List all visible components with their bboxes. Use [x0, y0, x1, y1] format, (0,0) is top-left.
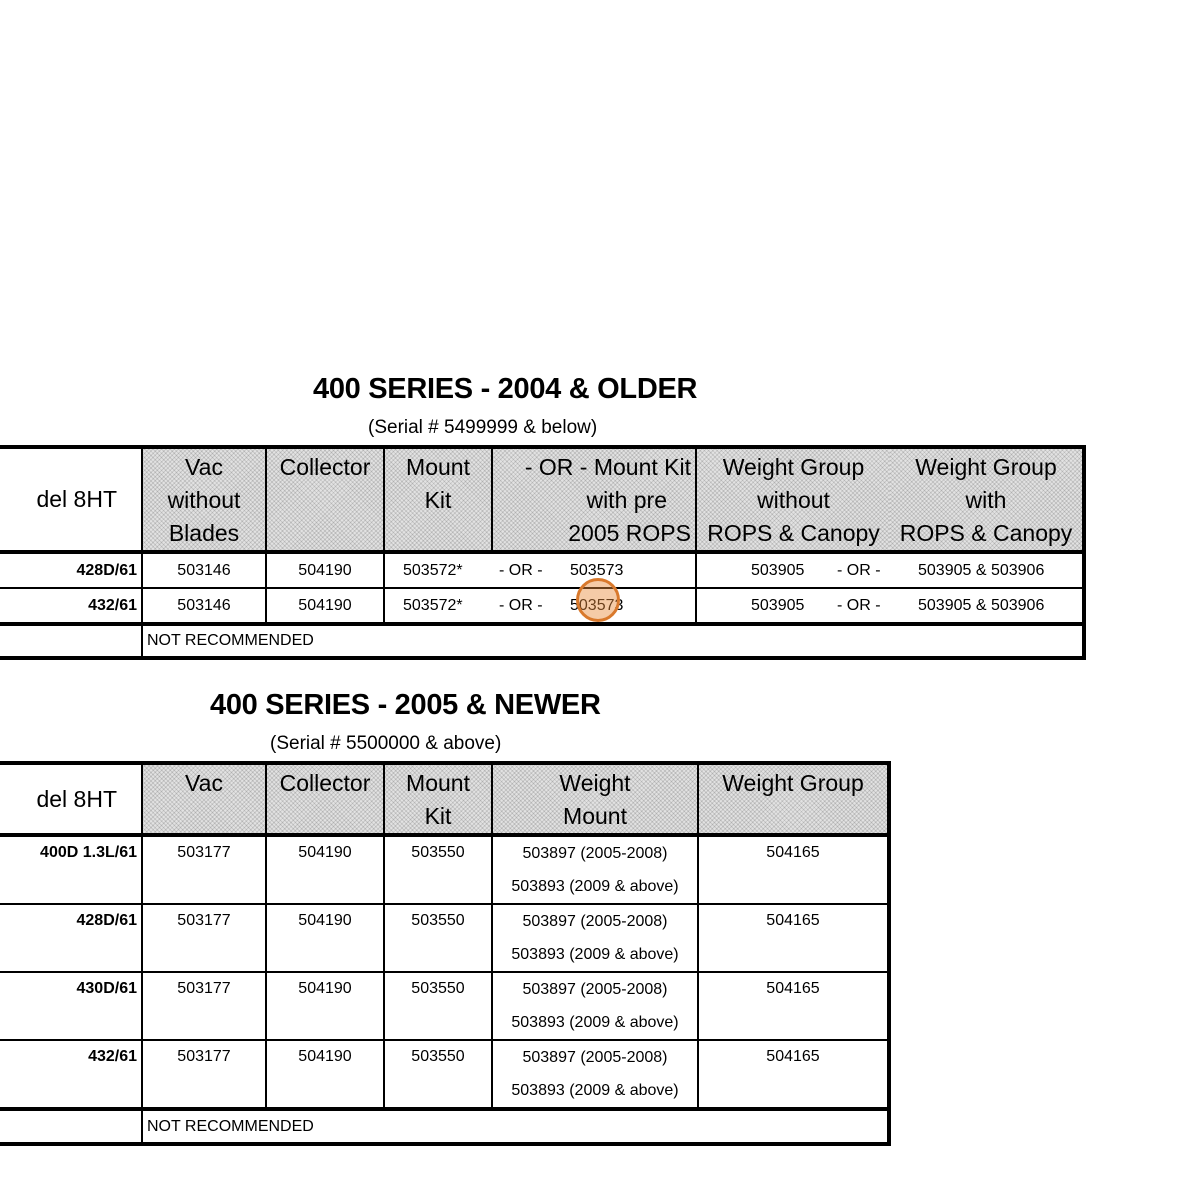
table1-header-vac: Vac without Blades [142, 447, 266, 552]
click-indicator [576, 578, 620, 622]
table2-model-header: del 8HT [0, 763, 142, 835]
collector-cell: 504190 [266, 588, 384, 624]
table-row [0, 904, 889, 972]
mount-value: 503572* [403, 596, 463, 614]
or-separator: - OR - [837, 596, 881, 614]
weight-alt-value: 503905 & 503906 [918, 561, 1045, 579]
weight-mount-cell [492, 835, 698, 904]
weight-mount-line-2: 503893 (2009 & above) [511, 946, 679, 963]
model-cell: 428D/61 [0, 552, 142, 588]
not-recommended-cell: NOT RECOMMENDED [142, 1109, 889, 1144]
table1-subtitle: (Serial # 5499999 & below) [368, 417, 598, 438]
weight-mount-cell [492, 1040, 698, 1109]
table1-title: 400 SERIES - 2004 & OLDER [313, 373, 698, 405]
table-row [0, 588, 1084, 624]
table2-header-vac: Vac [142, 763, 266, 835]
or-separator: - OR - [499, 561, 543, 579]
weight-group-cell: 504165 [698, 835, 889, 904]
weight-mount-line-2: 503893 (2009 & above) [511, 1082, 679, 1099]
table2-grid [0, 761, 891, 1146]
model-cell: 432/61 [0, 1040, 142, 1109]
mount-kit-cell: 503550 [384, 1040, 492, 1109]
vac-cell: 503177 [142, 972, 266, 1040]
vac-cell: 503146 [142, 552, 266, 588]
table2-header-mount-kit: Mount Kit [384, 763, 492, 835]
weight-group-cell: 504165 [698, 972, 889, 1040]
model-cell [0, 624, 142, 658]
model-cell: 400D 1.3L/61 [0, 835, 142, 904]
collector-cell: 504190 [266, 904, 384, 972]
table1-header-mount-kit-alt: - OR - Mount Kit with pre 2005 ROPS [492, 447, 696, 552]
weight-mount-cell [492, 972, 698, 1040]
collector-cell: 504190 [266, 552, 384, 588]
weight-group-cell: 504165 [698, 904, 889, 972]
weight-group-cell: 504165 [698, 1040, 889, 1109]
model-cell: 428D/61 [0, 904, 142, 972]
weight-mount-line-2: 503893 (2009 & above) [511, 1014, 679, 1031]
table1-grid [0, 445, 1086, 660]
table1-header-weight-with: Weight Group with ROPS & Canopy [890, 447, 1084, 552]
table1-header-mount-kit: Mount Kit [384, 447, 492, 552]
model-cell: 430D/61 [0, 972, 142, 1040]
weight-value: 503905 [751, 561, 805, 579]
vac-cell: 503177 [142, 835, 266, 904]
vac-cell: 503146 [142, 588, 266, 624]
or-separator: - OR - [499, 596, 543, 614]
table1-header-collector: Collector [266, 447, 384, 552]
weight-value: 503905 [751, 596, 805, 614]
table1-model-header: del 8HT [0, 447, 142, 552]
table2-header-collector: Collector [266, 763, 384, 835]
table-row [0, 1109, 889, 1144]
vac-cell: 503177 [142, 1040, 266, 1109]
mount-kit-cell [384, 588, 696, 624]
weight-mount-line-1: 503897 (2005-2008) [522, 981, 668, 998]
mount-alt-value: 503573 [570, 596, 624, 614]
table-row [0, 835, 889, 904]
table1-header-weight-without: Weight Group without ROPS & Canopy [696, 447, 890, 552]
weight-mount-line-2: 503893 (2009 & above) [511, 878, 679, 895]
weight-mount-line-1: 503897 (2005-2008) [522, 845, 668, 862]
mount-kit-cell: 503550 [384, 835, 492, 904]
table2-subtitle: (Serial # 5500000 & above) [270, 733, 502, 754]
mount-value: 503572* [403, 561, 463, 579]
collector-cell: 504190 [266, 972, 384, 1040]
weight-mount-cell [492, 904, 698, 972]
weight-mount-line-1: 503897 (2005-2008) [522, 913, 668, 930]
collector-cell: 504190 [266, 835, 384, 904]
table-row [0, 1040, 889, 1109]
or-separator: - OR - [837, 561, 881, 579]
collector-cell: 504190 [266, 1040, 384, 1109]
weight-group-cell [696, 588, 1084, 624]
table-row [0, 972, 889, 1040]
table2-header-weight-mount: Weight Mount [492, 763, 698, 835]
weight-mount-line-1: 503897 (2005-2008) [522, 1049, 668, 1066]
table-row [0, 624, 1084, 658]
not-recommended-cell: NOT RECOMMENDED [142, 624, 1084, 658]
weight-group-cell [696, 552, 1084, 588]
weight-alt-value: 503905 & 503906 [918, 596, 1045, 614]
mount-kit-cell: 503550 [384, 972, 492, 1040]
mount-kit-cell [384, 552, 696, 588]
mount-alt-value: 503573 [570, 561, 624, 579]
model-cell: 432/61 [0, 588, 142, 624]
table2-title: 400 SERIES - 2005 & NEWER [210, 689, 601, 721]
mount-kit-cell: 503550 [384, 904, 492, 972]
vac-cell: 503177 [142, 904, 266, 972]
table-row [0, 552, 1084, 588]
model-cell [0, 1109, 142, 1144]
table2-header-weight-group: Weight Group [698, 763, 889, 835]
